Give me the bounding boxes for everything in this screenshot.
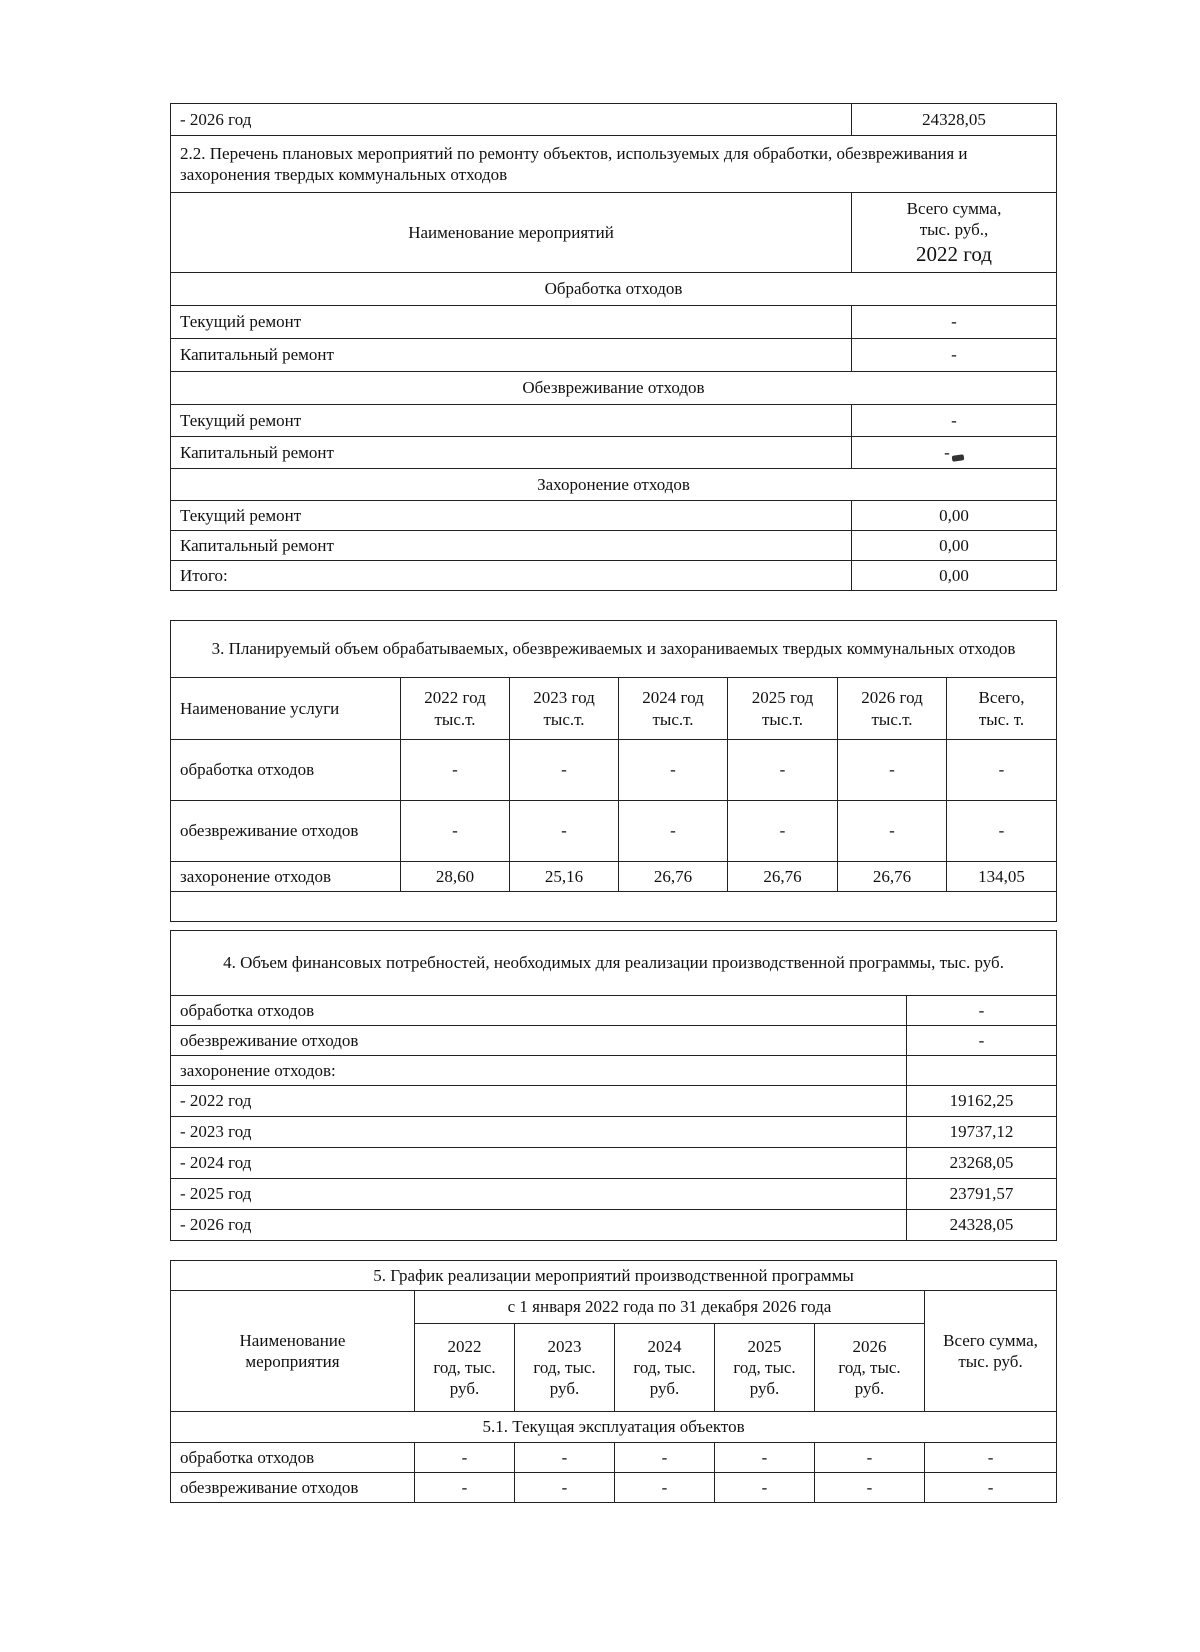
cell: - [838, 740, 947, 801]
row-label: обработка отходов [171, 996, 907, 1026]
subsection-title: Захоронение отходов [171, 469, 1057, 501]
header-year-2025 [715, 1324, 815, 1412]
row-value: - [907, 1026, 1057, 1056]
header-year-2023 [510, 678, 619, 740]
cell: - [838, 801, 947, 862]
table-row [171, 740, 1057, 801]
header-unit: руб. [854, 1379, 885, 1399]
row-label: Капитальный ремонт [171, 531, 852, 561]
row-label: - 2022 год [171, 1086, 907, 1117]
row-value: 19737,12 [907, 1117, 1057, 1148]
cell: - [925, 1443, 1057, 1473]
cell: - [815, 1443, 925, 1473]
header-total-line1: Всего, [978, 688, 1025, 708]
row-value: 19162,25 [907, 1086, 1057, 1117]
header-year: 2023 год [533, 688, 595, 708]
table-row [171, 339, 1057, 372]
cell: - [401, 740, 510, 801]
table-row [171, 1056, 1057, 1086]
header-sum-line2: тыс. руб., [919, 220, 989, 240]
header-sum-line1: Всего сумма, [906, 199, 1002, 219]
section-4-title: 4. Объем финансовых потребностей, необходимых для реализации производственной программы, тыс. руб. [171, 931, 1057, 996]
cell: - [728, 740, 838, 801]
cell: - [615, 1443, 715, 1473]
row-label: - 2025 год [171, 1179, 907, 1210]
table-row [171, 437, 1057, 469]
section-3-title: 3. Планируемый объем обрабатываемых, обезвреживаемых и захораниваемых твердых коммунальных отходов [171, 621, 1057, 678]
table-row [171, 1117, 1057, 1148]
subsection-title: Обезвреживание отходов [171, 372, 1057, 405]
table-row [171, 1443, 1057, 1473]
header-total-line1: Всего сумма, [943, 1330, 1038, 1350]
row-value: - [907, 996, 1057, 1026]
header-unit: тыс.т. [434, 709, 476, 729]
header-unit: тыс.т. [871, 709, 913, 729]
section-2-2-title: 2.2. Перечень плановых мероприятий по ремонту объектов, используемых для обработки, обезвреживания и захоронения твердых коммунальных отходов [171, 136, 1057, 193]
row-value: - [852, 306, 1057, 339]
section-title-row [171, 1261, 1057, 1291]
header-year-2023 [515, 1324, 615, 1412]
table-row [171, 501, 1057, 531]
header-year-2024 [619, 678, 728, 740]
table-row [171, 862, 1057, 892]
cell: - [815, 1473, 925, 1503]
cell: - [947, 801, 1057, 862]
subsection-5-1-title: 5.1. Текущая эксплуатация объектов [171, 1412, 1057, 1443]
row-label: - 2023 год [171, 1117, 907, 1148]
table-row [171, 405, 1057, 437]
header-total-sum [852, 193, 1057, 273]
header-year-2022 [401, 678, 510, 740]
header-unit: год, тыс. [633, 1357, 696, 1377]
total-row [171, 561, 1057, 591]
cell: - [510, 740, 619, 801]
table-row [171, 1148, 1057, 1179]
header-year-2026 [815, 1324, 925, 1412]
header-unit: год, тыс. [533, 1357, 596, 1377]
row-label: обезвреживание отходов [171, 801, 401, 862]
row-label: - 2026 год [171, 1210, 907, 1241]
header-name-line2: мероприятия [245, 1352, 340, 1371]
table-row [171, 1086, 1057, 1117]
section-5-title: 5. График реализации мероприятий производственной программы [171, 1261, 1057, 1291]
header-activity-name: Наименование мероприятий [171, 193, 852, 273]
cell: - [415, 1443, 515, 1473]
header-year: 2026 [852, 1336, 887, 1356]
header-total-sum [925, 1291, 1057, 1412]
row-label: захоронение отходов: [171, 1056, 907, 1086]
row-label: обезвреживание отходов [171, 1473, 415, 1503]
cell: 28,60 [401, 862, 510, 892]
header-service-name: Наименование услуги [171, 678, 401, 740]
header-unit: год, тыс. [433, 1357, 496, 1377]
table-row [171, 1210, 1057, 1241]
empty-cell [171, 892, 1057, 922]
row-label: захоронение отходов [171, 862, 401, 892]
pen-mark-icon [951, 454, 964, 462]
header-unit: руб. [649, 1379, 680, 1399]
header-year: 2023 [547, 1336, 582, 1356]
row-value: 24328,05 [852, 104, 1057, 136]
cell: - [715, 1473, 815, 1503]
table-header-row [171, 678, 1057, 740]
section-title-row [171, 621, 1057, 678]
table-header-row [171, 193, 1057, 273]
cell: - [515, 1443, 615, 1473]
cell: - [715, 1443, 815, 1473]
table-header-row [171, 1291, 1057, 1324]
subsection-row [171, 1412, 1057, 1443]
row-label: обезвреживание отходов [171, 1026, 907, 1056]
header-year: 2024 [647, 1336, 682, 1356]
row-label: Текущий ремонт [171, 501, 852, 531]
table-row [171, 1179, 1057, 1210]
table-row [171, 531, 1057, 561]
cell: - [925, 1473, 1057, 1503]
header-unit: руб. [449, 1379, 480, 1399]
header-sum-year: 2022 год [916, 241, 992, 266]
header-activity-name [171, 1291, 415, 1412]
cell: - [947, 740, 1057, 801]
header-year-2022 [415, 1324, 515, 1412]
empty-row [171, 892, 1057, 922]
section-title-row [171, 931, 1057, 996]
row-label: Капитальный ремонт [171, 437, 852, 469]
total-value: 0,00 [852, 561, 1057, 591]
section-title-row [171, 136, 1057, 193]
header-name-line1: Наименование [239, 1330, 346, 1350]
cell: - [619, 740, 728, 801]
header-unit: руб. [549, 1379, 580, 1399]
repair-plan-table [170, 103, 1056, 591]
header-year: 2025 [747, 1336, 782, 1356]
row-label: Текущий ремонт [171, 405, 852, 437]
header-unit: тыс.т. [652, 709, 694, 729]
waste-volume-table [170, 620, 1056, 922]
financial-needs-table [170, 930, 1056, 1241]
table-row [171, 1473, 1057, 1503]
header-total [947, 678, 1057, 740]
row-label: обработка отходов [171, 1443, 415, 1473]
header-unit: руб. [749, 1379, 780, 1399]
row-value [907, 1056, 1057, 1086]
subsection-row [171, 469, 1057, 501]
cell: 25,16 [510, 862, 619, 892]
table-row [171, 996, 1057, 1026]
total-label: Итого: [171, 561, 852, 591]
header-year: 2026 год [861, 688, 923, 708]
header-year: 2022 [447, 1336, 482, 1356]
cell: - [728, 801, 838, 862]
cell: - [515, 1473, 615, 1503]
row-value: 23268,05 [907, 1148, 1057, 1179]
table-row [171, 104, 1057, 136]
cell: 26,76 [619, 862, 728, 892]
header-unit: год, тыс. [733, 1357, 796, 1377]
header-year: 2025 год [751, 688, 814, 708]
row-label: обработка отходов [171, 740, 401, 801]
header-period: с 1 января 2022 года по 31 декабря 2026 года [415, 1291, 925, 1324]
subsection-row [171, 372, 1057, 405]
header-year-2024 [615, 1324, 715, 1412]
cell: - [401, 801, 510, 862]
table-row [171, 1026, 1057, 1056]
row-label: - 2026 год [171, 104, 852, 136]
cell: - [415, 1473, 515, 1503]
subsection-title: Обработка отходов [171, 273, 1057, 306]
header-unit: год, тыс. [838, 1357, 901, 1377]
row-value: - [852, 339, 1057, 372]
row-value: 0,00 [852, 531, 1057, 561]
row-value: - [944, 442, 950, 462]
schedule-table [170, 1260, 1056, 1503]
row-value: 24328,05 [907, 1210, 1057, 1241]
header-total-line2: тыс. руб. [958, 1352, 1023, 1371]
cell: - [615, 1473, 715, 1503]
row-value-cell [852, 437, 1057, 469]
cell: 134,05 [947, 862, 1057, 892]
header-year: 2022 год [424, 688, 486, 708]
cell: - [510, 801, 619, 862]
subsection-row [171, 273, 1057, 306]
row-value: 23791,57 [907, 1179, 1057, 1210]
header-total-line2: тыс. т. [978, 709, 1025, 729]
row-label: Текущий ремонт [171, 306, 852, 339]
row-label: Капитальный ремонт [171, 339, 852, 372]
cell: 26,76 [728, 862, 838, 892]
row-label: - 2024 год [171, 1148, 907, 1179]
header-unit: тыс.т. [761, 709, 804, 729]
row-value: 0,00 [852, 501, 1057, 531]
table-row [171, 306, 1057, 339]
cell: - [619, 801, 728, 862]
header-year: 2024 год [642, 688, 704, 708]
header-year-2026 [838, 678, 947, 740]
row-value: - [852, 405, 1057, 437]
table-row [171, 801, 1057, 862]
cell: 26,76 [838, 862, 947, 892]
header-unit: тыс.т. [543, 709, 585, 729]
header-year-2025 [728, 678, 838, 740]
